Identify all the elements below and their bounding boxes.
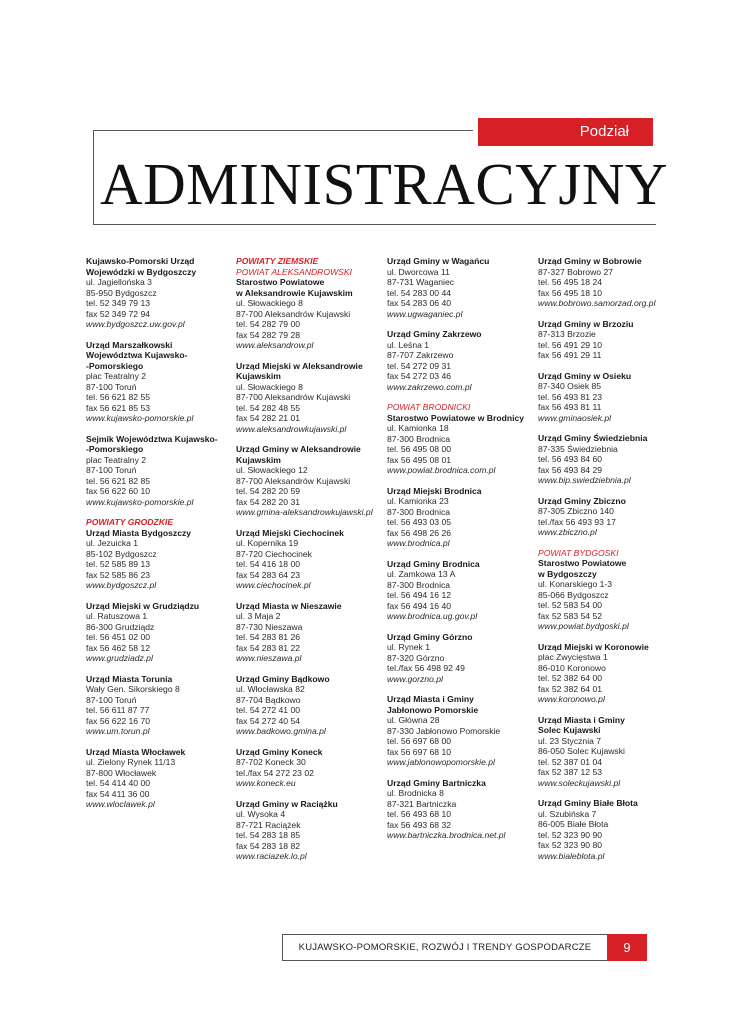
website-link[interactable]: www.grudziadz.pl <box>86 653 153 663</box>
directory-entry <box>538 798 686 861</box>
contact-line: ul. Kamionka 23 <box>387 496 449 506</box>
contact-line: fax 56 697 68 10 <box>387 746 452 757</box>
contact-line: fax 52 349 72 94 <box>86 308 151 319</box>
office-name: Starostwo Powiatowe <box>538 558 627 568</box>
office-name: Wojewódzki w Bydgoszczy <box>86 266 197 277</box>
directory-entry <box>86 517 234 591</box>
contact-line: fax 54 272 40 54 <box>236 715 301 726</box>
contact-line: ul. Główna 28 <box>387 715 440 725</box>
contact-line: tel. 52 387 01 04 <box>538 756 603 767</box>
contact-line: tel. 52 349 79 13 <box>86 298 151 308</box>
website-link[interactable]: www.gmina-aleksandrowkujawski.pl <box>236 507 373 517</box>
office-name: Urząd Miasta i Gminy <box>538 714 625 725</box>
contact-line: 86-010 Koronowo <box>538 662 606 673</box>
contact-line: 87-300 Brodnica <box>387 579 451 590</box>
office-name: Urząd Miasta w Nieszawie <box>236 600 342 611</box>
office-name: Urząd Gminy w Osieku <box>538 370 632 381</box>
contact-line: tel. 56 493 81 23 <box>538 391 603 402</box>
website-link[interactable]: www.bobrowo.samorzad.org.pl <box>538 298 656 308</box>
office-name: Urząd Miasta Włocławek <box>86 746 186 757</box>
contact-line: fax 56 495 18 10 <box>538 287 603 298</box>
contact-line: 87-335 Świedziebnia <box>538 443 618 454</box>
contact-line: tel. 54 283 00 44 <box>387 287 452 298</box>
office-name: Urząd Miejski w Aleksandrowie <box>236 360 363 371</box>
directory-entry <box>538 715 686 789</box>
website-link[interactable]: www.soleckujawski.pl <box>538 777 621 788</box>
contact-line: 87-320 Górzno <box>387 652 445 663</box>
office-name: Urząd Gminy Zbiczno <box>538 495 626 506</box>
contact-line: fax 56 462 58 12 <box>86 642 151 653</box>
contact-line: fax 56 622 16 70 <box>86 715 151 726</box>
office-name: Jabłonowo Pomorskie <box>387 704 479 715</box>
contact-line: ul. Leśna 1 <box>387 339 430 350</box>
website-link[interactable]: www.badkowo.gmina.pl <box>236 726 326 736</box>
contact-line: ul. Wysoka 4 <box>236 809 286 819</box>
office-name: Kujawskim <box>236 371 281 381</box>
directory-entry <box>387 632 535 685</box>
contact-line: fax 54 411 36 00 <box>86 788 150 799</box>
contact-line: fax 56 493 81 11 <box>538 402 602 412</box>
directory-entry <box>236 601 384 664</box>
directory-entry <box>387 256 535 319</box>
directory-entry <box>236 256 384 351</box>
title-frame-bottom <box>93 224 656 225</box>
contact-line: 87-731 Waganiec <box>387 277 455 287</box>
office-name: Urząd Gminy Zakrzewo <box>387 329 482 339</box>
office-name: Urząd Gminy Koneck <box>236 746 323 757</box>
office-name: Województwa Kujawsko- <box>86 350 188 360</box>
contact-line: ul. Słowackiego 8 <box>236 298 303 308</box>
contact-line: fax 54 272 03 46 <box>387 371 452 381</box>
contact-line: tel./fax 56 498 92 49 <box>387 663 465 673</box>
contact-line: fax 54 283 06 40 <box>387 298 452 308</box>
website-link[interactable]: www.um.torun.pl <box>86 726 150 736</box>
directory-entry <box>236 528 384 591</box>
contact-line: ul. Kopernika 19 <box>236 538 299 548</box>
website-link[interactable]: www.nieszawa.pl <box>236 653 302 663</box>
contact-line: 85-102 Bydgoszcz <box>86 548 157 559</box>
office-name: Solec Kujawski <box>538 725 601 735</box>
contact-line: fax 56 495 08 01 <box>387 454 452 465</box>
office-name: Urząd Gminy w Brzoziu <box>538 318 634 329</box>
website-link[interactable]: www.gminaosiek.pl <box>538 412 612 423</box>
contact-line: plac Teatralny 2 <box>86 371 147 381</box>
contact-line: tel. 54 283 18 85 <box>236 830 301 840</box>
contact-line: tel. 52 585 89 13 <box>86 559 151 569</box>
website-link[interactable]: www.brodnica.ug.gov.pl <box>387 611 478 621</box>
contact-line: fax 56 498 26 26 <box>387 527 452 538</box>
directory-entry <box>86 747 234 810</box>
directory-entry <box>538 642 686 705</box>
office-name: Urząd Gminy w Aleksandrowie <box>236 444 361 454</box>
office-name: Urząd Gminy Bądkowo <box>236 673 330 684</box>
contact-line: ul. Jezuicka 1 <box>86 538 139 548</box>
office-name: Urząd Miasta i Gminy <box>387 694 474 704</box>
contact-line: 85-950 Bydgoszcz <box>86 287 157 298</box>
contact-line: tel. 54 416 18 00 <box>236 559 301 569</box>
directory-entry <box>236 799 384 862</box>
website-link[interactable]: www.bydgoszcz.uw.gov.pl <box>86 319 185 329</box>
contact-line: 87-702 Koneck 30 <box>236 757 306 767</box>
contact-line: 86-005 Białe Błota <box>538 819 609 829</box>
office-name: -Pomorskiego <box>86 444 144 454</box>
contact-line: 87-340 Osiek 85 <box>538 381 602 391</box>
contact-line: fax 54 282 79 28 <box>236 329 301 340</box>
directory-entry <box>387 559 535 622</box>
contact-line: ul. Konarskiego 1-3 <box>538 579 613 589</box>
directory-entry <box>387 329 535 392</box>
directory-entry <box>387 778 535 841</box>
contact-line: tel. 54 272 09 31 <box>387 360 452 371</box>
contact-line: 87-700 Aleksandrów Kujawski <box>236 392 351 402</box>
office-name: Urząd Gminy w Wagańcu <box>387 256 490 266</box>
contact-line: 87-100 Toruń <box>86 694 137 705</box>
website-link[interactable]: www.ugwaganiec.pl <box>387 308 463 319</box>
website-link[interactable]: www.kujawsko-pomorskie.pl <box>86 496 194 507</box>
contact-line: tel. 56 451 02 00 <box>86 632 151 642</box>
office-name: Urząd Gminy w Bobrowie <box>538 256 642 266</box>
directory-entry <box>86 340 234 424</box>
website-link[interactable]: www.kujawsko-pomorskie.pl <box>86 413 194 423</box>
contact-line: tel. 56 697 68 00 <box>387 736 452 746</box>
office-name: -Pomorskiego <box>86 360 144 371</box>
contact-line: tel. 56 493 68 10 <box>387 809 452 819</box>
contact-line: tel. 56 495 18 24 <box>538 277 603 287</box>
website-link[interactable]: www.bydgoszcz.pl <box>86 580 157 590</box>
contact-line: tel. 56 491 29 10 <box>538 339 603 350</box>
contact-line: fax 54 283 18 82 <box>236 840 301 851</box>
office-name: Urząd Gminy Bartniczka <box>387 777 486 788</box>
contact-line: ul. Zamkowa 13 A <box>387 569 456 579</box>
contact-line: fax 52 583 54 52 <box>538 610 603 621</box>
contact-line: 87-300 Brodnica <box>387 433 451 444</box>
office-name: Urząd Miejski w Koronowie <box>538 641 649 652</box>
section-tab: Podział <box>478 118 653 146</box>
directory-entry <box>538 256 686 309</box>
contact-line: ul. 3 Maja 2 <box>236 611 281 621</box>
title-frame-top <box>93 130 473 131</box>
contact-line: ul. 23 Stycznia 7 <box>538 735 602 746</box>
office-name: Kujawsko-Pomorski Urząd <box>86 256 195 266</box>
directory-entry <box>236 444 384 518</box>
contact-line: tel./fax 56 493 93 17 <box>538 516 616 527</box>
contact-line: tel. 54 282 20 59 <box>236 486 301 496</box>
contact-line: tel. 54 282 79 00 <box>236 319 301 329</box>
contact-line: 87-330 Jabłonowo Pomorskie <box>387 725 501 736</box>
contact-line: fax 56 491 29 11 <box>538 350 602 360</box>
contact-line: tel. 52 382 64 00 <box>538 673 603 683</box>
contact-line: fax 52 382 64 01 <box>538 683 603 694</box>
contact-line: Wały Gen. Sikorskiego 8 <box>86 684 180 694</box>
contact-line: fax 56 493 84 29 <box>538 464 603 475</box>
contact-line: ul. Włocławska 82 <box>236 684 305 694</box>
office-name: Urząd Gminy Górzno <box>387 631 473 642</box>
contact-line: fax 56 621 85 53 <box>86 402 151 413</box>
contact-line: tel. 54 414 40 00 <box>86 778 151 788</box>
contact-line: 86-300 Grudziądz <box>86 621 155 632</box>
contact-line: ul. Brodnicka 8 <box>387 788 444 798</box>
contact-line: ul. Kamionka 18 <box>387 423 449 433</box>
contact-line: tel. 52 323 90 90 <box>538 829 603 840</box>
contact-line: fax 56 494 16 40 <box>387 600 452 611</box>
directory-entry <box>538 433 686 486</box>
contact-line: 86-050 Solec Kujawski <box>538 746 625 756</box>
office-name: Urząd Miejski Brodnica <box>387 485 482 496</box>
contact-line: 87-300 Brodnica <box>387 506 451 517</box>
contact-line: fax 54 282 21 01 <box>236 413 301 423</box>
directory-entry <box>86 601 234 664</box>
office-name: w Bydgoszczy <box>538 568 597 579</box>
office-name: Starostwo Powiatowe w Brodnicy <box>387 412 525 423</box>
footer-publication-title: KUJAWSKO-POMORSKIE, ROZWÓJ I TRENDY GOSPODARCZE <box>282 934 607 961</box>
contact-line: tel. 56 621 82 85 <box>86 475 151 486</box>
website-link[interactable]: www.jablonowopomorskie.pl <box>387 757 495 767</box>
subsection-heading: POWIAT BRODNICKI <box>387 402 471 412</box>
directory-column-3 <box>387 256 535 851</box>
title-frame-left <box>93 130 94 224</box>
office-name: Starostwo Powiatowe <box>236 277 325 287</box>
directory-entry <box>387 402 535 476</box>
contact-line: tel. 56 493 84 60 <box>538 454 603 464</box>
contact-line: 87-800 Włocławek <box>86 767 157 778</box>
office-name: Urząd Miasta Torunia <box>86 673 173 684</box>
subsection-heading: POWIAT ALEKSANDROWSKI <box>236 266 353 277</box>
office-name: Kujawskim <box>236 454 281 465</box>
contact-line: 85-066 Bydgoszcz <box>538 589 609 600</box>
contact-line: ul. Ratuszowa 1 <box>86 611 148 621</box>
subsection-heading: POWIAT BYDGOSKI <box>538 547 619 558</box>
contact-line: 87-305 Zbiczno 140 <box>538 506 614 516</box>
office-name: Sejmik Województwa Kujawsko- <box>86 433 218 444</box>
contact-line: fax 54 283 81 22 <box>236 642 301 653</box>
directory-entry <box>86 434 234 508</box>
directory-column-1 <box>86 256 234 820</box>
contact-line: tel. 56 494 16 12 <box>387 590 452 600</box>
section-heading: POWIATY ZIEMSKIE <box>236 256 319 266</box>
contact-line: fax 56 622 60 10 <box>86 486 151 496</box>
directory-entry <box>538 548 686 632</box>
website-link[interactable]: www.brodnica.pl <box>387 538 450 548</box>
contact-line: 87-704 Bądkowo <box>236 694 301 705</box>
contact-line: fax 56 493 68 32 <box>387 819 452 830</box>
directory-column-2 <box>236 256 384 872</box>
contact-line: tel. 54 282 48 55 <box>236 402 301 413</box>
website-link[interactable]: www.bialeblota.pl <box>538 850 605 861</box>
directory-entry <box>538 319 686 361</box>
directory-entry <box>387 694 535 768</box>
contact-line: 87-313 Brzozie <box>538 329 596 339</box>
directory-entry <box>86 674 234 737</box>
contact-line: plac Zwycięstwa 1 <box>538 652 608 662</box>
contact-line: fax 54 283 64 23 <box>236 569 301 580</box>
contact-line: 87-721 Raciążek <box>236 819 301 830</box>
website-link[interactable]: www.wloclawek.pl <box>86 799 155 809</box>
website-link[interactable]: www.powiat.bydgoski.pl <box>538 621 629 631</box>
contact-line: tel. 56 495 08 00 <box>387 444 452 454</box>
website-link[interactable]: www.zbiczno.pl <box>538 527 597 537</box>
directory-entry <box>538 496 686 538</box>
office-name: Urząd Miejski Ciechocinek <box>236 527 344 538</box>
contact-line: ul. Słowackiego 12 <box>236 465 308 475</box>
contact-line: ul. Słowackiego 8 <box>236 381 303 392</box>
directory-column-4 <box>538 256 686 871</box>
website-link[interactable]: www.bartniczka.brodnica.net.pl <box>387 830 506 840</box>
contact-line: ul. Rynek 1 <box>387 642 430 652</box>
contact-line: tel./fax 54 272 23 02 <box>236 767 314 778</box>
contact-line: 87-700 Aleksandrów Kujawski <box>236 475 351 486</box>
contact-line: ul. Szubińska 7 <box>538 808 597 819</box>
website-link[interactable]: www.gorzno.pl <box>387 673 443 684</box>
office-name: Urząd Gminy Brodnica <box>387 558 480 569</box>
contact-line: plac Teatralny 2 <box>86 454 147 465</box>
page-title: ADMINISTRACYJNY <box>100 151 669 217</box>
contact-line: 87-700 Aleksandrów Kujawski <box>236 308 351 319</box>
website-link[interactable]: www.bip.swiedziebnia.pl <box>538 475 631 485</box>
office-name: w Aleksandrowie Kujawskim <box>236 287 353 298</box>
contact-line: 87-321 Bartniczka <box>387 798 457 809</box>
website-link[interactable]: www.raciazek.lo.pl <box>236 851 307 861</box>
contact-line: ul. Jagiellońska 3 <box>86 277 152 287</box>
website-link[interactable]: www.powiat.brodnica.com.pl <box>387 465 496 475</box>
directory-entry <box>538 371 686 424</box>
contact-line: fax 52 387 12 53 <box>538 767 603 777</box>
contact-line: 87-730 Nieszawa <box>236 621 303 632</box>
page-number: 9 <box>607 934 647 961</box>
office-name: Urząd Marszałkowski <box>86 339 173 350</box>
website-link[interactable]: www.zakrzewo.com.pl <box>387 381 472 392</box>
directory-entry <box>387 486 535 549</box>
contact-line: tel. 56 611 87 77 <box>86 705 150 715</box>
office-name: Urząd Gminy w Raciążku <box>236 798 338 809</box>
contact-line: tel. 54 272 41 00 <box>236 705 301 715</box>
contact-line: 87-707 Zakrzewo <box>387 350 454 360</box>
directory-entry <box>236 747 384 789</box>
contact-line: fax 52 585 86 23 <box>86 569 151 580</box>
office-name: Urząd Miejski w Grudziądzu <box>86 600 200 611</box>
website-link[interactable]: www.koronowo.pl <box>538 694 605 704</box>
website-link[interactable]: www.aleksandrowkujawski.pl <box>236 423 347 434</box>
contact-line: 87-327 Bobrowo 27 <box>538 266 614 277</box>
contact-line: fax 52 323 90 80 <box>538 840 603 850</box>
contact-line: tel. 52 583 54 00 <box>538 600 603 610</box>
office-name: Urząd Gminy Świedziebnia <box>538 433 648 443</box>
office-name: Urząd Gminy Białe Błota <box>538 798 638 808</box>
contact-line: 87-100 Toruń <box>86 465 137 475</box>
directory-entry <box>236 674 384 737</box>
website-link[interactable]: www.aleksandrow.pl <box>236 340 314 350</box>
contact-line: fax 54 282 20 31 <box>236 496 301 507</box>
contact-line: tel. 56 621 82 55 <box>86 392 151 402</box>
contact-line: 87-720 Ciechocinek <box>236 548 312 559</box>
contact-line: 87-100 Toruń <box>86 381 137 392</box>
website-link[interactable]: www.ciechocinek.pl <box>236 580 311 590</box>
directory-entry <box>86 256 234 330</box>
website-link[interactable]: www.koneck.eu <box>236 778 296 788</box>
directory-entry <box>236 361 384 435</box>
contact-line: tel. 54 283 81 26 <box>236 632 301 642</box>
contact-line: tel. 56 493 03 05 <box>387 517 452 527</box>
contact-line: ul. Dworcowa 11 <box>387 266 450 277</box>
section-heading: POWIATY GRODZKIE <box>86 517 174 527</box>
contact-line: ul. Zielony Rynek 11/13 <box>86 757 176 767</box>
office-name: Urząd Miasta Bydgoszczy <box>86 527 192 538</box>
